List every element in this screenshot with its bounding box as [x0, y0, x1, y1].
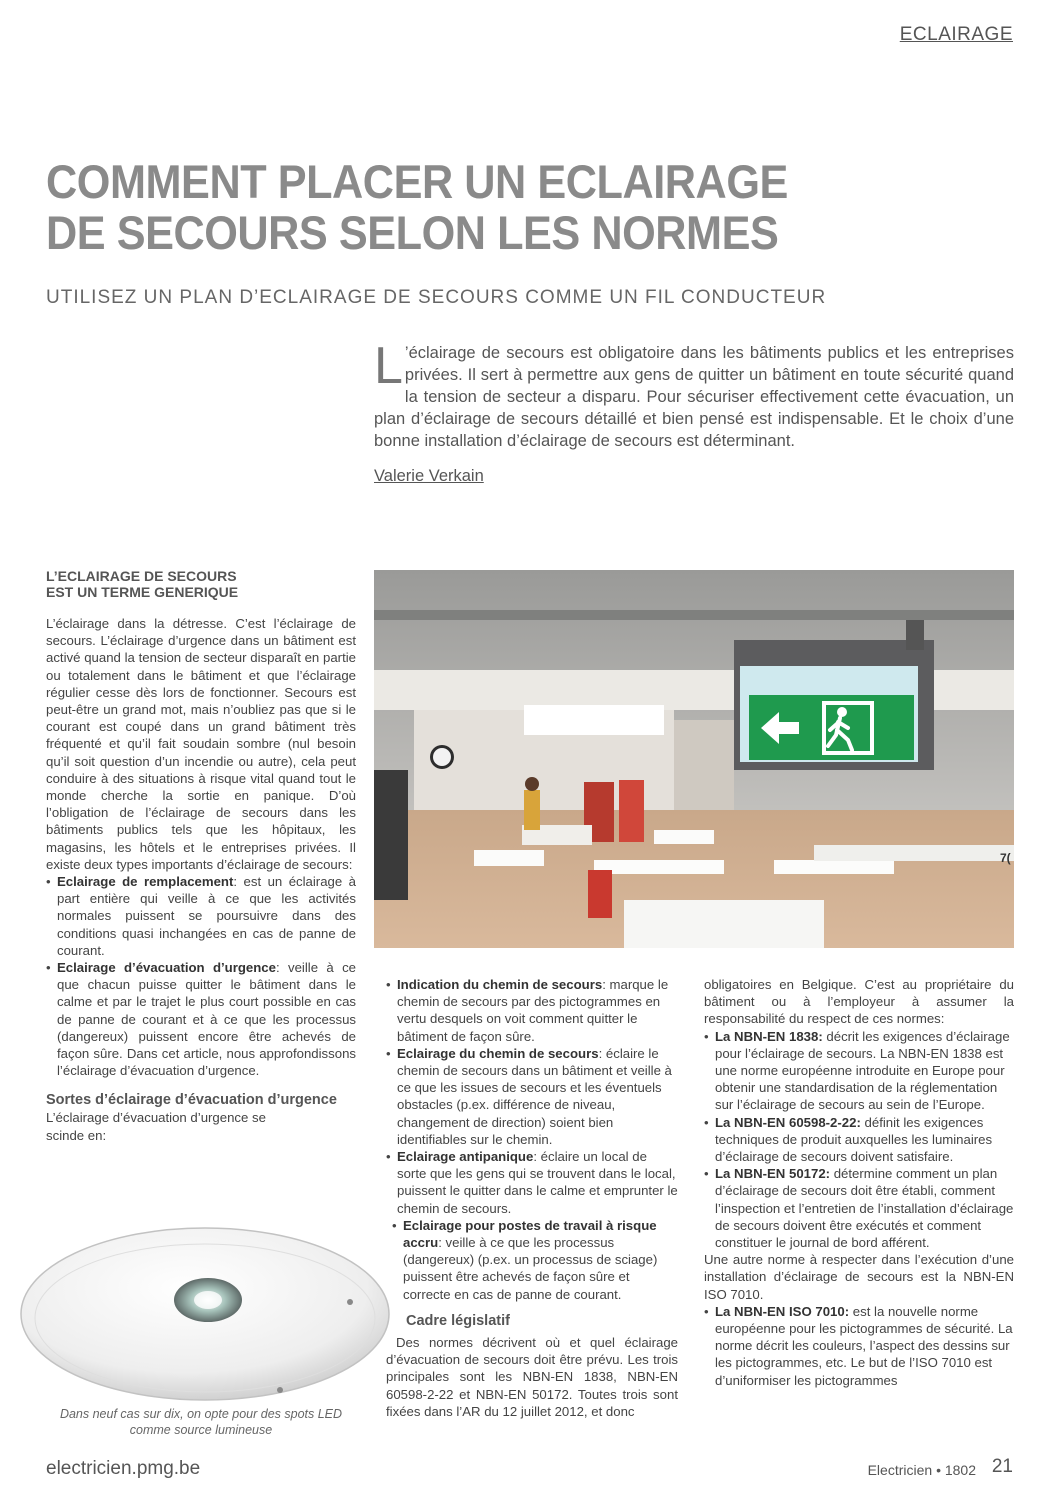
article-intro	[374, 337, 1014, 452]
list-item	[46, 873, 356, 959]
title-line-1: COMMENT PLACER UN ECLAIRAGE	[46, 155, 788, 208]
paragraph: obligatoires en Belgique. C’est au propriétaire du bâtiment ou à l’employeur à assumer la responsabilité du respect de ces normes:	[704, 977, 1014, 1027]
column-3	[704, 976, 1014, 1389]
page-number: 21	[991, 1456, 1013, 1477]
column-1	[46, 568, 356, 1144]
list-item-text: définit les exigences techniques de produit auxquelles les luminaires d’éclairage de secours doivent satisfaire.	[715, 1114, 993, 1165]
title-line-2: DE SECOURS SELON LES NORMES	[46, 206, 779, 259]
list-item	[46, 959, 356, 1079]
column-heading	[46, 568, 356, 600]
list-item-text: décrit les exigences d’éclairage pour l’éclairage de secours. La NBN-EN 1838 est une norme européenne introduite en Europe pour obtenir une standardisation de la réglementation sur l’éclairage de secours au sein de l’Europe.	[715, 1028, 1010, 1113]
showroom-photo	[374, 570, 1014, 948]
list-item	[704, 1114, 1014, 1166]
paragraph: Une autre norme à respecter dans l’exécution d’une installation d’éclairage de secours est la NBN-EN ISO 7010.	[704, 1252, 1014, 1302]
list-item-title: Eclairage pour postes de travail à risque accru	[403, 1217, 657, 1251]
heading-line-2: EST UN TERME GENERIQUE	[46, 584, 239, 600]
paragraph: Des normes décrivent où et quel éclairage d’évacuation de secours doit être prévu. Les trois principales sont les NBN-EN 1838, NBN-EN 60598-2-22 et NBN-EN 50172. Toutes trois sont fixées dans l’AR du 12 juillet 2012, et donc	[386, 1335, 678, 1419]
dropcap: L	[374, 337, 403, 395]
running-man-icon	[837, 707, 847, 717]
list-item-text: : éclaire le chemin de secours dans un bâtiment et veille à ce que les issues de secours et les éventuels obstacles (p.ex. différence de niveau, changement de direction) soient bien identifiables sur le chemin.	[397, 1045, 672, 1147]
section-tag: ECLAIRAGE	[899, 24, 1013, 45]
footer-magazine: Electricien • 1802	[867, 1462, 976, 1478]
paragraph: L’éclairage d’évacuation d’urgence se scinde en:	[46, 1110, 266, 1143]
list-item-title: Eclairage de remplacement	[57, 874, 234, 890]
list-item-text: : est un éclairage à part entière qui veille à ce que les activités normales puissent se poursuivre dans des conditions quasi inchangées en cas de panne de courant.	[57, 874, 356, 958]
intro-text: ’éclairage de secours est obligatoire dans les bâtiments publics et les entreprises privées. Il sert à permettre aux gens de quitter un bâtiment en toute sécurité quand la tension de secteur a disparu. Pour sécuriser effectivement cette évacuation, un plan d’éclairage de secours détaillé et bien pensé est indispensable. Et le choix d’une bonne installation d’éclairage de secours est déterminant.	[374, 344, 1014, 450]
list-item	[386, 1045, 678, 1148]
list-item-title: La NBN-EN 50172:	[715, 1166, 831, 1182]
footer-url[interactable]: electricien.pmg.be	[46, 1458, 201, 1479]
list-item-title: La NBN-EN ISO 7010:	[715, 1303, 850, 1319]
lamp-caption: Dans neuf cas sur dix, on opte pour des spots LED comme source lumineuse	[59, 1407, 343, 1437]
list-item-title: Eclairage du chemin de secours	[397, 1045, 599, 1061]
article-subtitle: UTILISEZ UN PLAN D’ECLAIRAGE DE SECOURS COMME UN FIL CONDUCTEUR	[46, 287, 827, 308]
list-item-text: détermine comment un plan d’éclairage de secours doit être établi, comment l’inspection et l’entretien de l’installation d’éclairage de secours doivent être exécutés et comment constituer le journal de bord afférent.	[715, 1166, 1014, 1251]
column-2	[386, 976, 678, 1420]
list-item-title: Eclairage d’évacuation d’urgence	[57, 960, 276, 976]
list-item-text: : marque le chemin de secours par des pictogrammes en vertu desquels on voit comment quitter le bâtiment de façon sûre.	[397, 977, 669, 1044]
list-item-text: : veille à ce que chacun puisse quitter le bâtiment dans le calme et par le trajet le plus court possible en cas de panne de courant et à ce que les processus (dangereux) puissent encore être achevés de façon sûre. Dans cet article, nous approfondissons l’éclairage d’évacuation d’urgence.	[57, 960, 356, 1079]
list-item-title: Eclairage antipanique	[397, 1149, 534, 1165]
price-tag: 7(	[1000, 851, 1011, 865]
led-lamp-photo	[20, 1222, 390, 1402]
list-item-text: est la nouvelle norme européenne pour les pictogrammes de sécurité. La norme décrit les couleurs, l’aspect des dessins sur les pictogrammes, etc. Le but de l’ISO 7010 est d’uniformiser les pictogrammes	[715, 1303, 1013, 1388]
list-item	[704, 1303, 1014, 1389]
paragraph: L’éclairage dans la détresse. C’est l’éclairage de secours. L’éclairage d’urgence dans un bâtiment est activé quand la tension de secteur disparaît en partie ou totalement dans le bâtiment et que l’éclairage régulier cesse dès lors de fonctionner. Secours est peut-être un grand mot, mais n’oubliez pas que si le courant est coupé dans un grand bâtiment très fréquenté et qu’il fait soudain sombre (nul besoin qu’il soit question d’un incendie ou autre), cela peut conduire à des situations à risque vital quand tout le monde cherche la sortie en panique. D’où l’obligation de l’éclairage de secours dans les bâtiments publics tels que les hôpitaux, les magasins, les hôtels et le entreprises privées. Il existe deux types importants d’éclairage de secours:	[46, 616, 356, 872]
list-item	[704, 1028, 1014, 1114]
list-item-title: La NBN-EN 60598-2-22:	[715, 1114, 861, 1130]
author-link[interactable]: Valerie Verkain	[374, 467, 484, 485]
list-item	[386, 976, 678, 1045]
list-item	[704, 1165, 1014, 1251]
list-item-text: : veille à ce que les processus (dangereux) (p.ex. un processus de sciage) puissent être achevés de façon sûre et correcte en cas de panne de courant.	[403, 1235, 658, 1302]
list-item-text: : éclaire un local de sorte que les gens qui se trouvent dans le local, puissent le quitter dans le calme et emprunter le chemin de secours.	[397, 1149, 678, 1216]
sub-heading: Sortes d’éclairage d’évacuation d’urgence	[46, 1092, 337, 1109]
showroom-illustration	[374, 570, 1014, 948]
heading-line-1: L’ECLAIRAGE DE SECOURS	[46, 568, 237, 584]
list-item-title: La NBN-EN 1838:	[715, 1028, 823, 1044]
article-title	[46, 156, 874, 258]
led-lamp-illustration	[20, 1222, 390, 1402]
list-item	[386, 1148, 678, 1217]
sub-heading: Cadre législatif	[406, 1312, 510, 1329]
list-item	[392, 1217, 678, 1303]
list-item-title: Indication du chemin de secours	[397, 977, 603, 992]
